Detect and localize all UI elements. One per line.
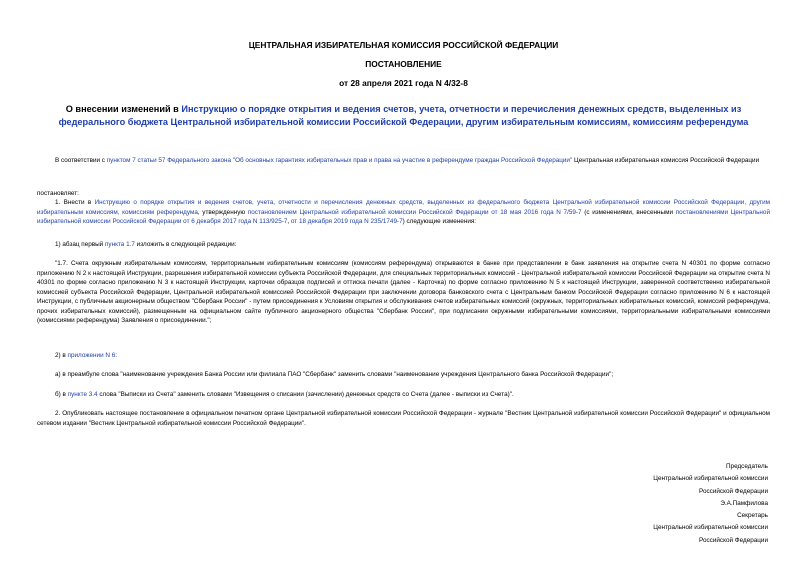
- preamble-paragraph: [37, 156, 770, 166]
- preamble-text-2: Центральная избирательная комиссия Российской Федерации: [572, 157, 760, 164]
- clause-1-7-link[interactable]: пункта 1.7: [105, 241, 135, 248]
- subitem-2-text-1: 2) в: [55, 352, 68, 359]
- item-1-text-3: (с изменениями, внесенными: [581, 208, 676, 216]
- item-2-paragraph: 2. Опубликовать настоящее постановление в официальном печатном органе Центральной избирательной комиссии Российской Федерации - журнале "Вестник Центральной избирательной комиссии Российской Федерации" и официальном сетевом издании "Вестник Центральной избирательной комиссии Российской Федерации".: [37, 410, 770, 427]
- chair-org-line-2: Российской Федерации: [699, 487, 768, 495]
- clause-3-4-link[interactable]: пункте 3.4: [67, 391, 98, 398]
- chair-org-line-1: Центральной избирательной комиссии: [653, 475, 768, 483]
- document-title: [40, 103, 767, 128]
- subitem-2-paragraph: [37, 351, 770, 361]
- subitem-1-text-2: изложить в следующей редакции:: [134, 241, 237, 248]
- subitem-1-paragraph: [37, 240, 770, 250]
- quoted-clause-1-7: "1.7. Счета окружным избирательным комиссиям, территориальным избирательным комиссиям (комиссиям референдума) открываются в банке при представлении в банк заявления на открытие счета N 40301 по форме согласно приложению N 2 к настоящей Инструкции, разрешения избирательной комиссии субъекта Российской Федерации, для специальных территориальных комиссий - Центральной избирательной комиссии Российской Федерации на открытие счета N 40301 по форме согласно приложению N 3 к настоящей Инструкции, карточки образцов подписей и оттиска печати (далее - Карточка) по форме согласно приложению N 5 к настоящей Инструкции, заверенной соответственно избирательной комиссией субъекта Российской Федерации, Центральной избирательной комиссией Российской Федерации при заключении договора банковского счета с Центральным банком Российской Федерации согласно приложению N 6 к настоящей Инструкции, с публичным акционерным обществом "Сбербанк России" - путем присоединения к Условиям открытия и обслуживания счетов избирательных комиссий (окружных, территориальных избирательных комиссий, комиссий референдума, прочих избирательных комиссий), размещенным на официальном сайте публичного акционерного общества "Сбербанк России", при подписании окружными избирательными комиссиями, территориальными избирательными комиссиями (комиссиями референдума) Заявления о присоединении.";: [37, 260, 770, 324]
- title-prefix: О внесении изменений в: [65, 104, 182, 114]
- federal-law-link[interactable]: пунктом 7 статьи 57 Федерального закона "Об основных гарантиях избирательных прав и права на участие в референдуме граждан Российской Федерации": [106, 157, 573, 164]
- chair-title: Председатель: [726, 463, 768, 470]
- secretary-org-line-1: Центральной избирательной комиссии: [653, 524, 768, 532]
- chair-name: Э.А.Памфилова: [720, 499, 768, 507]
- secretary-title: Секретарь: [737, 512, 768, 520]
- decides-label: постановляет:: [37, 190, 79, 197]
- instruction-link[interactable]: Инструкцию о порядке открытия и ведения счетов, учета, отчетности и перечисления денежных средств, выделенных из федерального бюджета Центральной избирательной комиссии Российской Федерации, другим избирательным комиссиям, комиссиям референдума: [58, 104, 749, 127]
- subitem-1-text-1: 1) абзац первый: [55, 241, 105, 248]
- item-1-text-1: 1. Внести в: [55, 199, 95, 206]
- item-1-text-2: , утвержденную: [197, 208, 248, 216]
- subitem-2-text-2: :: [115, 352, 118, 359]
- item-1-text-4: ,: [287, 218, 291, 225]
- document-type: ПОСТАНОВЛЕНИЕ: [365, 59, 442, 69]
- resolution-2017-link[interactable]: постановлениями Центральной избирательной комиссии Российской Федерации от 6 декабря 2017 года N 113/925-7: [37, 208, 770, 225]
- item-1-instruction-link[interactable]: Инструкцию о порядке открытия и ведения счетов, учета, отчетности и перечисления денежных средств, выделенных из федерального бюджета Центральной избирательной комиссии Российской Федерации, другим избирательным комиссиям, комиссиям референдума: [37, 199, 770, 216]
- resolution-2016-link[interactable]: постановлением Центральной избирательной комиссии Российской Федерации от 18 мая 2016 года N 7/59-7: [247, 208, 582, 216]
- signature-block: [560, 461, 768, 547]
- subitem-2b-text-1: б) в: [55, 391, 68, 398]
- subitem-2b-text-2: слова "Выписки из Счета" заменить словами "Извещения о списании (зачислении) денежных средств со Счета (далее - выписки из Счета)".: [97, 391, 514, 398]
- resolution-2019-link[interactable]: от 18 декабря 2019 года N 235/1749-7: [290, 218, 403, 225]
- document-date-number: от 28 апреля 2021 года N 4/32-8: [339, 78, 468, 88]
- issuing-body: ЦЕНТРАЛЬНАЯ ИЗБИРАТЕЛЬНАЯ КОМИССИЯ РОССИЙСКОЙ ФЕДЕРАЦИИ: [248, 40, 559, 50]
- item-1-text-5: ) следующие изменения:: [402, 218, 477, 225]
- item-1-paragraph: [37, 198, 770, 227]
- subitem-2a-paragraph: а) в преамбуле слова "наименование учреждения Банка России или филиала ПАО "Сбербанк" заменить словами "наименование учреждения Центрального банка Российской Федерации";: [55, 371, 614, 378]
- appendix-6-link[interactable]: приложении N 6: [67, 352, 116, 359]
- preamble-text-1: В соответствии с: [55, 157, 107, 164]
- secretary-org-line-2: Российской Федерации: [699, 536, 768, 544]
- subitem-2b-paragraph: [37, 390, 770, 400]
